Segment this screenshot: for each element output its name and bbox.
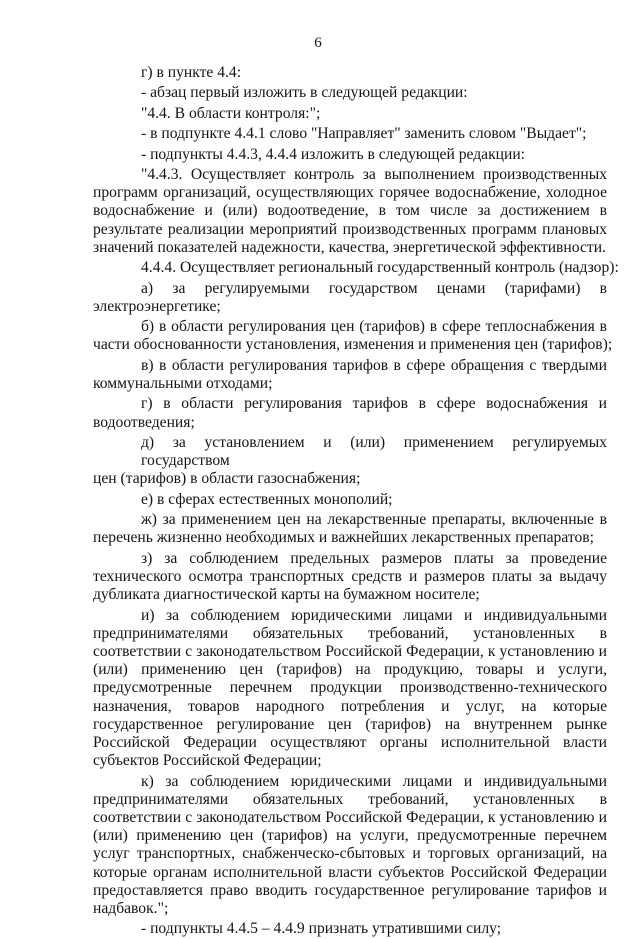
text-line: и) за соблюдением юридическими лицами и индивидуальными [141,606,607,624]
text-line: д) за установлением и (или) применением регулируемых государством [141,433,607,470]
text-line: программ организаций, осуществляющих горячее водоснабжение, холодное [93,184,607,202]
text-line: услуг транспортных, снабженческо-сбытовых и торговых организаций, на [93,845,607,863]
page-number: 6 [314,35,322,51]
text-line: - абзац первый изложить в следующей редакции: [141,84,468,102]
text-line: з) за соблюдением предельных размеров платы за проведение [141,549,607,567]
text-line: в) в области регулирования тарифов в сфере обращения с твердыми [141,356,607,374]
text-line: водоснабжение и (или) водоотведение, в том числе за достижением в [93,202,607,220]
text-line: г) в пункте 4.4: [141,64,242,81]
text-line: 4.4.4. Осуществляет региональный государственный контроль (надзор): [141,259,619,277]
text-line: части обоснованности установления, изменения и применения цен (тарифов); [93,336,613,354]
text-line: результате реализации мероприятий производственных программ плановых [93,220,607,238]
text-line: соответствии с законодательством Российской Федерации, к установлению и [93,642,607,660]
text-line: - в подпункте 4.4.1 слово "Направляет" заменить словом "Выдает"; [141,125,587,143]
text-line: надбавок."; [93,899,169,917]
text-line: - подпункты 4.4.5 – 4.4.9 признать утратившими силу; [141,920,502,938]
document-body [93,64,619,939]
text-line: предоставляется право вводить государственное регулирование тарифов и [93,881,607,899]
text-line: перечень жизненно необходимых и важнейших лекарственных препаратов; [93,529,594,547]
text-line: к) за соблюдением юридическими лицами и индивидуальными [141,772,607,790]
text-line: предпринимателями обязательных требований, установленных в [93,624,607,642]
text-line: коммунальными отходами; [93,374,273,392]
text-line: цен (тарифов) в области газоснабжения; [93,470,361,488]
text-line: технического осмотра транспортных средств и размеров платы за выдачу [93,567,607,585]
text-line: б) в области регулирования цен (тарифов) в сфере теплоснабжения в [141,318,607,336]
text-line: г) в области регулирования тарифов в сфере водоснабжения и [141,395,607,413]
text-line: соответствии с законодательством Российской Федерации, к установлению и [93,808,607,826]
text-line: Российской Федерации осуществляют органы исполнительной власти [93,733,607,751]
text-line: субъектов Российской Федерации; [93,752,322,770]
text-line: (или) применению цен (тарифов) на услуги, предусмотренные перечнем [93,827,607,845]
text-line: предпринимателями обязательных требований, установленных в [93,790,607,808]
text-line: "4.4. В области контроля:"; [141,104,321,122]
text-line: е) в сферах естественных монополий; [141,490,393,508]
text-line: назначения, товаров народного потребления и услуг, на которые [93,697,607,715]
text-line: предусмотренные перечнем продукции производственно-технического [93,679,607,697]
text-line: значений показателей надежности, качества, энергетической эффективности. [93,238,606,256]
text-line: - подпункты 4.4.3, 4.4.4 изложить в следующей редакции: [141,145,526,163]
text-line: дубликата диагностической карты на бумажном носителе; [93,586,480,604]
text-line: а) за регулируемыми государством ценами (тарифами) в [141,279,607,297]
text-line: ж) за применением цен на лекарственные препараты, включенные в [141,511,607,529]
text-line: "4.4.3. Осуществляет контроль за выполнением производственных [141,165,607,183]
text-line: которые органам исполнительной власти субъектов Российской Федерации [93,863,607,881]
text-line: (или) применению цен (тарифов) на продукцию, товары и услуги, [93,661,607,679]
text-line: государственное регулирование цен (тарифов) на внутреннем рынке [93,715,607,733]
text-line: электроэнергетике; [93,297,221,315]
text-line: водоотведения; [93,413,195,431]
